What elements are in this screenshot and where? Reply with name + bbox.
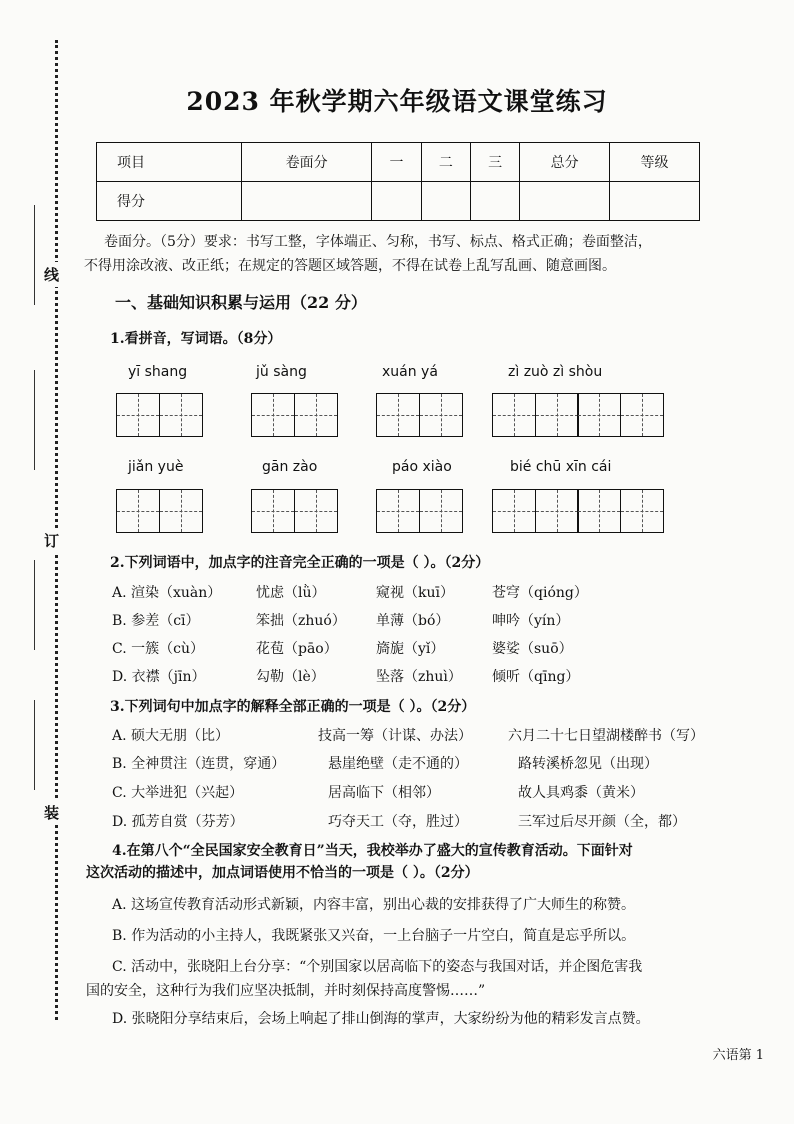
q1-answer-grid-4[interactable] bbox=[492, 393, 662, 437]
q1-pinyin-5: jiǎn yuè bbox=[128, 459, 184, 475]
q2-option-c-word-2: 花苞（pāo） bbox=[256, 641, 338, 657]
q3-option-b-3: 路转溪桥忽见（出现） bbox=[518, 756, 658, 772]
score-header-total: 总分 bbox=[520, 143, 610, 182]
score-header-part3: 三 bbox=[470, 143, 519, 182]
intro-line-2: 不得用涂改液、改正纸；在规定的答题区域答题，不得在试卷上乱写乱画、随意画图。 bbox=[84, 258, 616, 274]
q3-option-c-2: 居高临下（相邻） bbox=[328, 785, 440, 801]
q4-option-b: B. 作为活动的小主持人，我既紧张又兴奋，一上台脑子一片空白，简直是忘乎所以。 bbox=[112, 928, 636, 944]
score-table bbox=[96, 142, 700, 221]
q2-option-a-word-4: 苍穹（qióng） bbox=[492, 585, 588, 601]
score-cell[interactable] bbox=[421, 182, 470, 221]
q1-answer-grid-8[interactable] bbox=[492, 489, 662, 533]
margin-word-ding: 订 bbox=[44, 528, 59, 553]
q1-pinyin-4: zì zuò zì shòu bbox=[508, 364, 603, 380]
q3-option-a-2: 技高一筹（计谋、办法） bbox=[318, 728, 472, 744]
q4-option-c-line-2: 国的安全，这种行为我们应坚决抵制，并时刻保持高度警惕……” bbox=[86, 983, 486, 999]
q4-title-line-2: 这次活动的描述中，加点词语使用不恰当的一项是（ ）。（2分） bbox=[86, 865, 479, 881]
q1-answer-grid-2[interactable] bbox=[251, 393, 336, 437]
q2-option-b-word-2: 笨拙（zhuó） bbox=[256, 613, 346, 629]
q3-option-b-2: 悬崖绝壁（走不通的） bbox=[328, 756, 468, 772]
q1-pinyin-1: yī shang bbox=[128, 364, 188, 380]
q4-option-d: D. 张晓阳分享结束后，会场上响起了排山倒海的掌声，大家纷纷为他的精彩发言点赞。 bbox=[112, 1011, 650, 1027]
q1-pinyin-8: bié chū xīn cái bbox=[510, 459, 612, 475]
page-footer: 六语第 1 bbox=[712, 1048, 764, 1063]
binding-blank-line bbox=[34, 370, 35, 470]
score-cell[interactable] bbox=[520, 182, 610, 221]
q2-option-d-word-4: 倾听（qīng） bbox=[492, 669, 580, 685]
q1-answer-grid-1[interactable] bbox=[116, 393, 201, 437]
q2-option-c-word-4: 婆娑（suō） bbox=[492, 641, 573, 657]
score-row-label: 得分 bbox=[97, 182, 242, 221]
q2-option-c-word-3: 旖旎（yǐ） bbox=[376, 641, 445, 657]
q1-answer-grid-5[interactable] bbox=[116, 489, 201, 533]
score-header-part2: 二 bbox=[421, 143, 470, 182]
q3-title: 3.下列词句中加点字的解释全部正确的一项是（ ）。（2分） bbox=[110, 699, 476, 715]
score-header-part1: 一 bbox=[372, 143, 421, 182]
score-header-item: 项目 bbox=[97, 143, 242, 182]
q1-answer-grid-3[interactable] bbox=[376, 393, 461, 437]
q3-option-d-3: 三军过后尽开颜（全，都） bbox=[518, 814, 686, 830]
q1-title: 1.看拼音，写词语。（8分） bbox=[110, 331, 282, 347]
q2-option-b-word-4: 呻吟（yín） bbox=[492, 613, 570, 629]
page-title: 2023 年秋学期六年级语文课堂练习 bbox=[186, 87, 608, 116]
score-cell[interactable] bbox=[470, 182, 519, 221]
q2-option-a-word-2: 忧虑（lǜ） bbox=[256, 585, 326, 601]
q1-pinyin-6: gān zào bbox=[262, 459, 318, 475]
section-1-heading: 一、基础知识积累与运用（22 分） bbox=[115, 293, 367, 312]
binding-blank-line bbox=[34, 560, 35, 650]
q1-pinyin-7: páo xiào bbox=[392, 459, 452, 475]
q2-option-c-word-1: C. 一簇（cù） bbox=[112, 641, 204, 657]
q3-option-d-2: 巧夺天工（夺，胜过） bbox=[328, 814, 468, 830]
binding-blank-line bbox=[34, 700, 35, 790]
q2-option-b-word-3: 单薄（bó） bbox=[376, 613, 450, 629]
q1-pinyin-2: jǔ sàng bbox=[256, 364, 307, 380]
intro-line-1: 卷面分。（5分）要求：书写工整，字体端正、匀称，书写、标点、格式正确；卷面整洁， bbox=[104, 234, 652, 250]
q2-option-d-word-1: D. 衣襟（jīn） bbox=[112, 669, 206, 685]
score-header-grade: 等级 bbox=[610, 143, 700, 182]
q2-option-a-word-3: 窥视（kuī） bbox=[376, 585, 454, 601]
q1-answer-grid-6[interactable] bbox=[251, 489, 336, 533]
q2-option-b-word-1: B. 参差（cī） bbox=[112, 613, 200, 629]
margin-word-xian: 线 bbox=[44, 262, 59, 287]
q3-option-a-3: 六月二十七日望湖楼醉书（写） bbox=[508, 728, 704, 744]
q2-option-a-word-1: A. 渲染（xuàn） bbox=[112, 585, 222, 601]
score-header-neatness: 卷面分 bbox=[241, 143, 371, 182]
binding-blank-line bbox=[34, 205, 35, 305]
score-cell[interactable] bbox=[610, 182, 700, 221]
score-cell[interactable] bbox=[241, 182, 371, 221]
q3-option-b-1: B. 全神贯注（连贯，穿通） bbox=[112, 756, 286, 772]
q4-option-c-line-1: C. 活动中，张晓阳上台分享：“个别国家以居高临下的姿态与我国对话，并企图危害我 bbox=[112, 959, 643, 975]
q1-answer-grid-7[interactable] bbox=[376, 489, 461, 533]
margin-word-zhuang: 装 bbox=[44, 800, 59, 825]
q3-option-d-1: D. 孤芳自赏（芬芳） bbox=[112, 814, 244, 830]
q2-title: 2.下列词语中，加点字的注音完全正确的一项是（ ）。（2分） bbox=[110, 555, 490, 571]
q4-option-a: A. 这场宣传教育活动形式新颖，内容丰富，别出心裁的安排获得了广大师生的称赞。 bbox=[112, 897, 636, 913]
q3-option-c-1: C. 大举进犯（兴起） bbox=[112, 785, 244, 801]
q4-title-line-1: 4.在第八个“全民国家安全教育日”当天，我校举办了盛大的宣传教育活动。下面针对 bbox=[112, 843, 633, 859]
q3-option-c-3: 故人具鸡黍（黄米） bbox=[518, 785, 644, 801]
q1-pinyin-3: xuán yá bbox=[382, 364, 438, 380]
score-cell[interactable] bbox=[372, 182, 421, 221]
q2-option-d-word-2: 勾勒（lè） bbox=[256, 669, 325, 685]
q3-option-a-1: A. 硕大无朋（比） bbox=[112, 728, 230, 744]
q2-option-d-word-3: 坠落（zhuì） bbox=[376, 669, 462, 685]
